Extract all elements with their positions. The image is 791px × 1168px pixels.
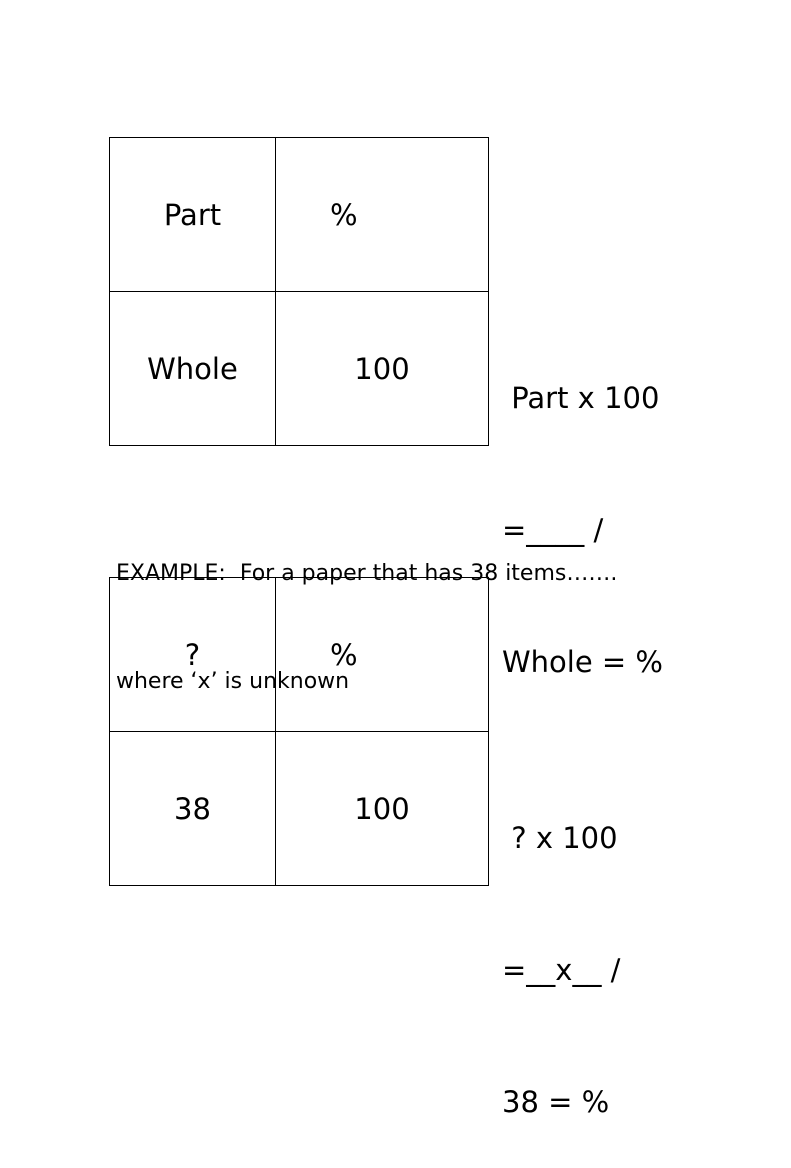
cell-part: Part bbox=[110, 138, 276, 292]
cell-whole: Whole bbox=[110, 292, 276, 446]
cell-hundred: 100 bbox=[275, 292, 488, 446]
cell-percent: % bbox=[275, 578, 488, 732]
formula-line-1: ? x 100 bbox=[502, 821, 618, 855]
formula-example bbox=[502, 728, 620, 1168]
formula-line-2: =__x__ / bbox=[502, 953, 621, 987]
example-line-1: EXAMPLE: For a paper that has 38 items……. bbox=[116, 561, 618, 586]
formula-line-3: Whole = % bbox=[502, 645, 663, 679]
cell-percent: % bbox=[275, 138, 488, 292]
cell-unknown: ? bbox=[110, 578, 276, 732]
formula-line-3: 38 = % bbox=[502, 1085, 610, 1119]
cell-total-items: 38 bbox=[110, 732, 276, 886]
proportion-grid-example bbox=[109, 577, 489, 886]
example-line-2: where ‘x’ is unknown bbox=[116, 669, 350, 694]
formula-line-2: =____ / bbox=[502, 513, 604, 547]
cell-hundred: 100 bbox=[275, 732, 488, 886]
proportion-grid-general bbox=[109, 137, 489, 446]
formula-line-1: Part x 100 bbox=[502, 381, 660, 415]
